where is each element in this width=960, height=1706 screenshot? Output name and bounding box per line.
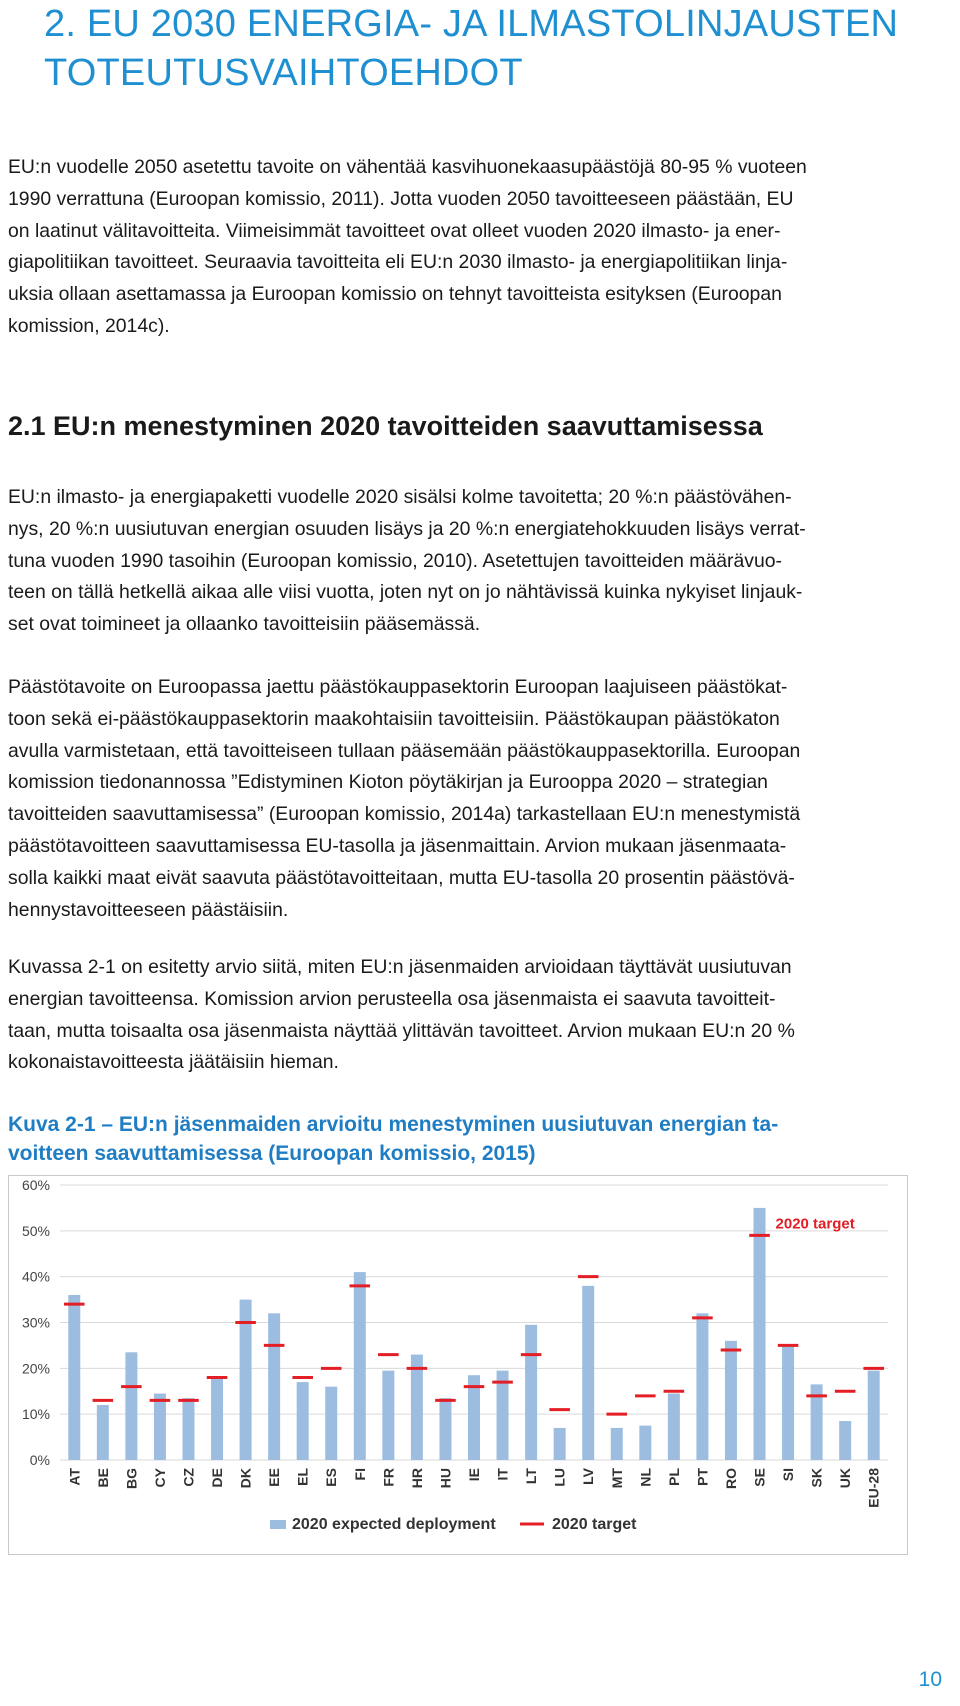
y-tick-label: 0%	[29, 1452, 50, 1468]
x-tick-label-PT: PT	[694, 1468, 711, 1486]
bar-CY	[154, 1394, 166, 1460]
x-tick-label-LU: LU	[551, 1468, 568, 1487]
x-tick-label-RO: RO	[722, 1468, 739, 1489]
bar-LV	[582, 1286, 594, 1460]
y-tick-label: 40%	[21, 1268, 50, 1285]
x-tick-label-HU: HU	[437, 1468, 454, 1489]
paragraph-1: EU:n vuodelle 2050 asetettu tavoite on vähentää kasvihuonekaasupäästöjä 80-95 % vuoteen 1990 verrattuna (Euroopan komissio, 2011). Jotta vuoden 2050 tavoitteeseen päästään, EU on laatinut välitavoitteita. Viimeisimmät tavoitteet ovat olleet vuoden 2020 ilmasto- ja ener- giapolitiikan tavoitteet. Seuraavia tavoitteita eli EU:n 2030 ilmasto- ja energiapolitiikan linja- uksia ollaan asettamassa ja Euroopan komissio on tehnyt tavoitteista esityksen (Euroopan komission, 2014c).	[8, 156, 807, 337]
bar-PT	[696, 1313, 708, 1460]
bar-LU	[554, 1428, 566, 1460]
x-tick-label-LT: LT	[523, 1468, 540, 1485]
bar-NL	[639, 1426, 651, 1460]
bar-DE	[211, 1378, 223, 1461]
bar-UK	[839, 1421, 851, 1460]
bar-MT	[611, 1428, 623, 1460]
legend-swatch-bar	[270, 1520, 286, 1529]
annotation-2020-target: 2020 target	[775, 1215, 855, 1233]
x-tick-label-PL: PL	[665, 1468, 682, 1486]
x-tick-label-SI: SI	[780, 1468, 797, 1482]
x-tick-label-EL: EL	[294, 1468, 311, 1486]
bar-ES	[325, 1387, 337, 1460]
bar-EL	[297, 1382, 309, 1460]
x-tick-label-FR: FR	[380, 1468, 397, 1487]
x-tick-label-UK: UK	[837, 1468, 854, 1489]
bar-SE	[754, 1208, 766, 1460]
bar-SI	[782, 1345, 794, 1460]
x-tick-label-CZ: CZ	[180, 1468, 197, 1487]
x-tick-label-HR: HR	[408, 1468, 425, 1489]
x-tick-label-ES: ES	[323, 1468, 340, 1487]
chapter-title-line1: 2. EU 2030 ENERGIA- JA ILMASTOLINJAUSTEN	[44, 3, 899, 45]
bar-FR	[382, 1371, 394, 1460]
bar-RO	[725, 1341, 737, 1460]
legend-label-target: 2020 target	[552, 1516, 637, 1533]
bar-CZ	[182, 1398, 194, 1460]
bar-LT	[525, 1325, 537, 1460]
bar-BG	[125, 1352, 137, 1460]
y-tick-label: 50%	[21, 1222, 50, 1239]
x-tick-label-EE: EE	[266, 1468, 283, 1487]
bar-FI	[354, 1272, 366, 1460]
y-tick-label: 30%	[21, 1314, 50, 1331]
page-number: 10	[918, 1668, 942, 1691]
x-tick-label-IT: IT	[494, 1468, 511, 1481]
x-tick-label-BG: BG	[123, 1468, 140, 1489]
bar-EU-28	[868, 1371, 880, 1460]
y-tick-label: 20%	[21, 1360, 50, 1377]
x-tick-label-CY: CY	[151, 1468, 168, 1488]
x-tick-label-DK: DK	[237, 1468, 254, 1489]
y-tick-label: 60%	[21, 1177, 50, 1193]
figure-caption: Kuva 2-1 – EU:n jäsenmaiden arvioitu menestyminen uusiutuvan energian ta- voitteen saavuttamisessa (Euroopan komissio, 2015)	[8, 1113, 779, 1165]
chart-frame	[9, 1176, 908, 1555]
x-tick-label-FI: FI	[351, 1468, 368, 1481]
bar-PL	[668, 1394, 680, 1460]
section-heading: 2.1 EU:n menestyminen 2020 tavoitteiden saavuttamisessa	[8, 411, 763, 441]
bar-HR	[411, 1355, 423, 1460]
chapter-title	[44, 0, 944, 98]
x-tick-label-LV: LV	[580, 1468, 597, 1485]
paragraph-2: EU:n ilmasto- ja energiapaketti vuodelle 2020 sisälsi kolme tavoitetta; 20 %:n päästövähen- nys, 20 %:n uusiutuvan energian osuuden lisäys ja 20 %:n energiatehokkuuden lisäys verrat- tuna vuoden 1990 tasoihin (Euroopan komissio, 2010). Asetettujen tavoitteiden määrävuo- teen on tällä hetkellä aikaa alle viisi vuotta, joten nyt on jo nähtävissä kuinka nykyiset linjauk- set ovat toimineet ja ollaanko tavoitteisiin pääsemässä.	[8, 486, 806, 636]
x-tick-label-AT: AT	[66, 1468, 83, 1486]
chapter-title-line2: TOTEUTUSVAIHTOEHDOT	[44, 52, 523, 94]
x-tick-label-BE: BE	[94, 1468, 111, 1488]
x-tick-label-MT: MT	[608, 1468, 625, 1489]
x-tick-label-EU-28: EU-28	[865, 1468, 882, 1508]
x-tick-label-SK: SK	[808, 1468, 825, 1488]
bar-BE	[97, 1405, 109, 1460]
chart-svg	[8, 1175, 908, 1555]
x-tick-label-SE: SE	[751, 1468, 768, 1487]
x-tick-label-DE: DE	[209, 1468, 226, 1488]
x-tick-label-IE: IE	[466, 1468, 482, 1482]
renewable-energy-chart	[8, 1175, 908, 1555]
legend-label-bar: 2020 expected deployment	[292, 1516, 496, 1533]
y-tick-label: 10%	[21, 1406, 50, 1423]
paragraph-4: Kuvassa 2-1 on esitetty arvio siitä, miten EU:n jäsenmaiden arvioidaan täyttävät uusiutuvan energian tavoitteensa. Komission arvion perusteella osa jäsenmaista ei saavuta tavoitteit- taan, mutta toisaalta osa jäsenmaista näyttää ylittävän tavoitteet. Arvion mukaan EU:n 20 % kokonaistavoitteesta jäätäisiin hieman.	[8, 956, 795, 1074]
bar-EE	[268, 1313, 280, 1460]
bar-IT	[497, 1371, 509, 1460]
x-tick-label-NL: NL	[637, 1468, 654, 1487]
bar-AT	[68, 1295, 80, 1460]
bar-HU	[439, 1398, 451, 1460]
paragraph-3: Päästötavoite on Euroopassa jaettu päästökauppasektorin Euroopan laajuiseen päästökat- toon sekä ei-päästökauppasektorin maakohtaisiin tavoitteisiin. Päästökaupan päästökaton avulla varmistetaan, että tavoitteiseen tullaan pääsemään päästökauppasektorilla. Euroopan komission tiedonannossa ”Edistyminen Kioton pöytäkirjan ja Eurooppa 2020 – strategian tavoitteiden saavuttamisessa” (Euroopan komissio, 2014a) tarkastellaan EU:n menestymistä päästötavoitteen saavuttamisessa EU-tasolla ja jäsenmaittain. Arvion mukaan jäsenmaata- solla kaikki maat eivät saavuta päästötavoitteitaan, mutta EU-tasolla 20 prosentin päästövä- hennystavoitteeseen päästäisiin.	[8, 676, 801, 921]
